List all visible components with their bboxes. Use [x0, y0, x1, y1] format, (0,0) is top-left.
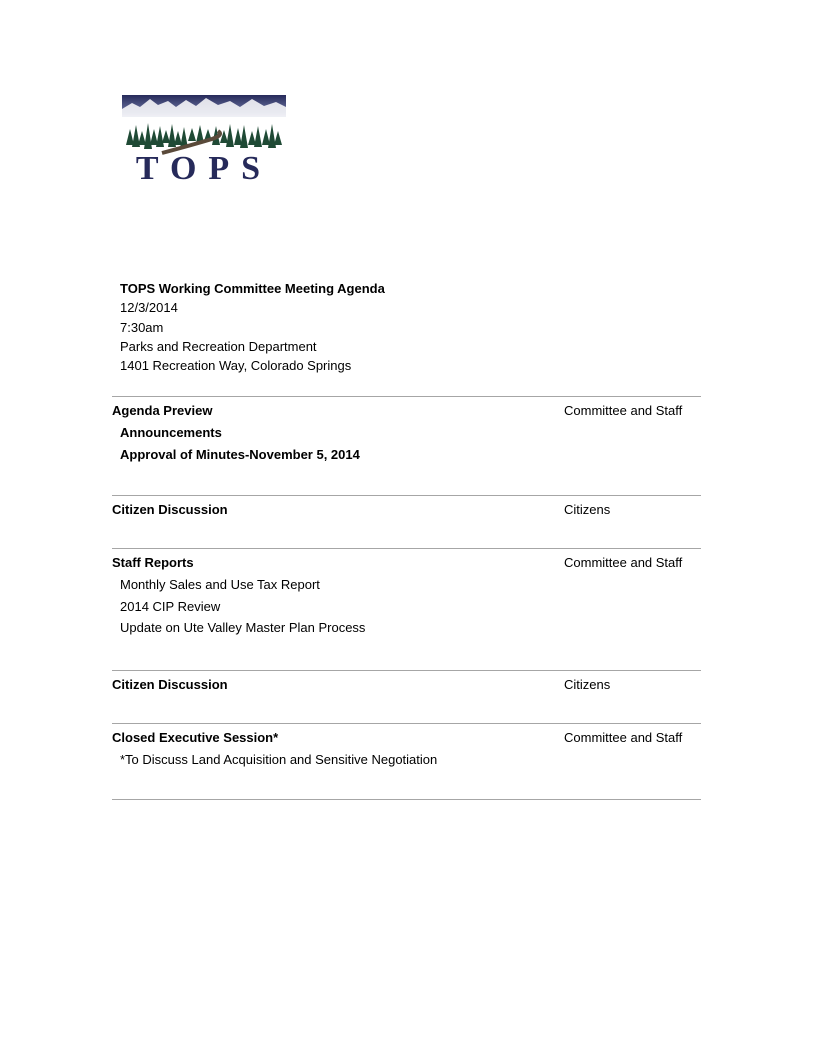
list-item: Announcements [120, 425, 222, 440]
section-heading-row [112, 674, 701, 696]
section-title: Closed Executive Session* [112, 730, 279, 745]
list-item: Monthly Sales and Use Tax Report [120, 577, 320, 592]
section-title: Agenda Preview [112, 403, 213, 418]
section-title: Citizen Discussion [112, 502, 228, 517]
section-responsible: Committee and Staff [564, 403, 683, 418]
section-items [112, 574, 701, 639]
agenda-section [112, 552, 701, 639]
section-responsible: Citizens [564, 677, 611, 692]
agenda-section [112, 499, 701, 521]
section-divider [112, 723, 701, 724]
agenda-title: TOPS Working Committee Meeting Agenda [120, 281, 385, 296]
section-heading-row [112, 727, 701, 749]
section-heading-row [112, 552, 701, 574]
meeting-address: 1401 Recreation Way, Colorado Springs [120, 358, 352, 374]
agenda-header [120, 279, 385, 375]
section-items [112, 422, 701, 465]
section-divider [112, 396, 701, 397]
meeting-date: 12/3/2014 [120, 300, 178, 316]
section-title: Citizen Discussion [112, 677, 228, 692]
agenda-section [112, 727, 701, 771]
list-item: 2014 CIP Review [120, 598, 221, 614]
tops-logo-graphic [122, 95, 286, 185]
logo-text: TOPS [135, 150, 273, 185]
section-heading-row [112, 499, 701, 521]
section-divider [112, 548, 701, 549]
section-divider [112, 495, 701, 496]
section-divider [112, 670, 701, 671]
section-divider [112, 799, 701, 800]
agenda-section [112, 400, 701, 465]
section-items [112, 749, 701, 771]
section-heading-row [112, 400, 701, 422]
list-item: Approval of Minutes-November 5, 2014 [120, 446, 360, 462]
meeting-department: Parks and Recreation Department [120, 338, 317, 354]
section-responsible: Committee and Staff [564, 555, 683, 570]
tops-logo [122, 95, 286, 185]
agenda-section [112, 674, 701, 696]
section-title: Staff Reports [112, 555, 194, 570]
section-responsible: Committee and Staff [564, 730, 683, 745]
list-item: Update on Ute Valley Master Plan Process [120, 620, 366, 636]
meeting-time: 7:30am [120, 319, 164, 335]
section-responsible: Citizens [564, 502, 611, 517]
list-item: *To Discuss Land Acquisition and Sensitive Negotiation [120, 752, 438, 767]
